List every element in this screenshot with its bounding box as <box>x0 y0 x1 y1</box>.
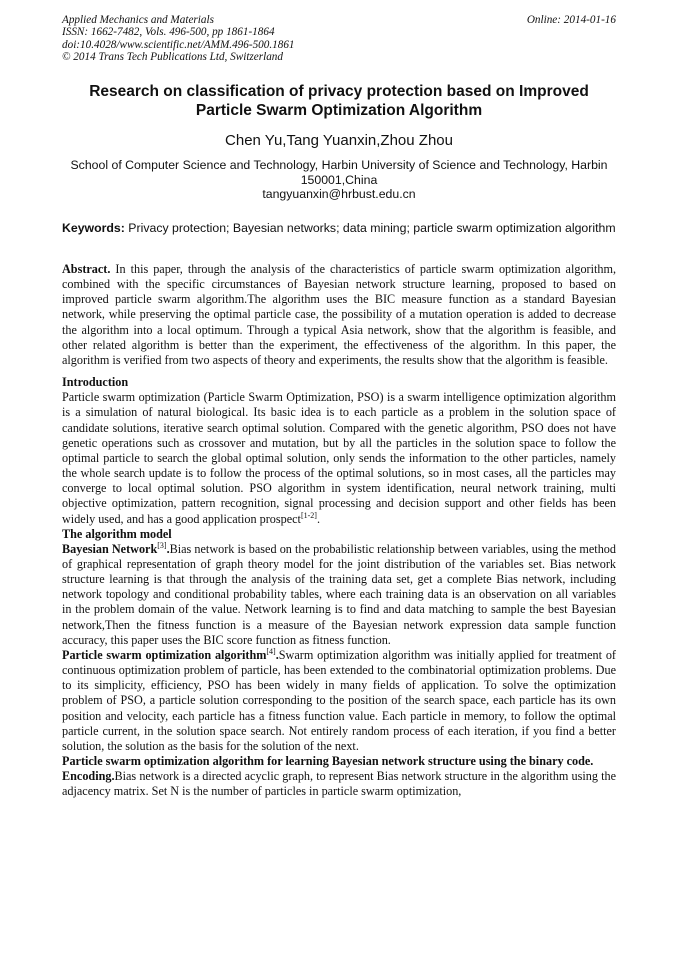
encoding-text: Bias network is a directed acyclic graph, to represent Bias network structure in the algorithm using the adjacency matrix. Set N is the number of particles in particle swarm optimization, <box>62 769 616 799</box>
pso-text: Swarm optimization algorithm was initially applied for treatment of continuous optimization problem of particle, has been extended to the combinatorial optimization problems. Due to its simplicity, efficiency, PSO has been widely in many fields of application. To solve the optimization problem of PSO, a particle solution corresponding to the position of the search space, each particle has its own position and velocity, each particle has a fitness function value. Each particle in memory, to follow the optimal particle current, in the solution space search. Not entirely random process of each iteration, if you find a better solution, the solution as the basis for the solution of the next. <box>62 647 616 753</box>
journal-header <box>62 14 295 63</box>
introduction-text: Particle swarm optimization (Particle Swarm Optimization, PSO) is a swarm intelligence optimization algorithm is a simulation of natural biological. Its basic idea is to each particle as a problem in the solution space of candidate solutions, iterative search optimal solution. Compared with the genetic algorithm, PSO does not have genetic operations such as crossover and mutation, but by all the particles in the solution space to follow the optimal particle to search the global optimal solution, only sends the information to the other particles, namely the whole search update is to follow the process of the optimal solutions, so in most cases, all the particles may converge to local optimal solution. PSO algorithm in system identification, neural network training, multi objective optimization, pattern recognition, signal processing and decision support and other fields has been widely used, and has a good application prospect <box>62 390 616 526</box>
pso-paragraph: Particle swarm optimization algorithm[4].Swarm optimization algorithm was initially applied for treatment of continuous optimization problem of particle, has been extended to the combinatorial optimization problems. Due to its simplicity, efficiency, PSO has been widely in many fields of application. To solve the optimization problem of PSO, a particle solution corresponding to the position of the search space, each particle has its own position and velocity, each particle has a fitness function value. Each particle in memory, to follow the optimal particle current, in the solution space search. Not entirely random process of each iteration, if you find a better solution, the solution as the basis for the solution of the next. <box>62 646 616 753</box>
affiliation-line-1: School of Computer Science and Technology, Harbin University of Science and Technology, Harbin <box>70 158 608 172</box>
introduction-heading: Introduction <box>62 375 129 390</box>
paper-body <box>62 262 616 799</box>
abstract <box>62 262 616 368</box>
affiliation-line-2: 150001,China <box>300 172 378 187</box>
pso-label: Particle swarm optimization algorithm <box>62 647 267 662</box>
online-date: Online: 2014-01-16 <box>526 14 616 26</box>
keywords-label: Keywords: <box>62 221 125 235</box>
journal-name: Applied Mechanics and Materials <box>62 14 214 26</box>
abstract-text: In this paper, through the analysis of the characteristics of particle swarm optimization algorithm, combined with the specific circumstances of Bayesian network structure learning, proposed to based on improved particle swarm algorithm.The algorithm uses the BIC measure function as a standard Bayesian network, while preserving the optimal particle case, the possibility of a mutation operation is added to decrease the algorithm into a local optimum. Through a typical Asia network, show that the algorithm is feasible, and other related algorithm is better than the experiment, the effectiveness of the algorithm. In this paper, the algorithm is verified from two aspects of theory and experiments, the results show that the algorithm is feasible. <box>62 262 616 367</box>
issn-line: ISSN: 1662-7482, Vols. 496-500, pp 1861-1864 <box>62 26 275 39</box>
citation-ref: [3] <box>157 540 167 550</box>
bayesian-network-label: Bayesian Network <box>62 541 158 556</box>
abstract-label: Abstract. <box>62 262 111 276</box>
bayesian-network-text: Bias network is based on the probabilistic relationship between variables, using the method of graphical representation of graph theory model for the joint distribution of the variables set. Bias network structure learning is that through the analysis of the training data set, get a complete Bias network, including network topology and conditional probability tables, where each training data is an observation on all variables in the problem domain of the value. Network learning is to find and data matching to sample the best Bayesian network,Then the fitness function is a measure of the Bayesian network expression data sample function accuracy, this paper uses the BIC score function as fitness function. <box>62 541 616 647</box>
pso-bayesian-heading: Particle swarm optimization algorithm for learning Bayesian network structure using the binary code. <box>62 754 594 768</box>
bayesian-network-paragraph: Bayesian Network[3].Bias network is based on the probabilistic relationship between variables, using the method of graphical representation of graph theory model for the joint distribution of the variables set. Bias network structure learning is that through the analysis of the training data set, get a complete Bias network, including network topology and conditional probability tables, where each training data is an observation on all variables in the problem domain of the value. Network learning is to find and data matching to sample the best Bayesian network,Then the fitness function is a measure of the Bayesian network expression data sample function accuracy, this paper uses the BIC score function as fitness function. <box>62 540 616 647</box>
citation-ref: [1-2] <box>300 510 317 520</box>
author-email: tangyuanxin@hrbust.edu.cn <box>262 187 416 201</box>
encoding-paragraph <box>62 769 616 799</box>
keywords <box>62 221 616 235</box>
paper-title <box>62 82 616 120</box>
encoding-label: Encoding. <box>62 769 115 784</box>
title-line-2: Particle Swarm Optimization Algorithm <box>195 102 483 119</box>
title-line-1: Research on classification of privacy protection based on Improved <box>89 83 589 100</box>
affiliation <box>62 158 616 202</box>
algorithm-model-heading: The algorithm model <box>62 526 172 541</box>
authors: Chen Yu,Tang Yuanxin,Zhou Zhou <box>225 132 453 149</box>
citation-ref: [4] <box>266 646 276 656</box>
keywords-text: Privacy protection; Bayesian networks; data mining; particle swarm optimization algorithm <box>128 221 616 235</box>
copyright-line: © 2014 Trans Tech Publications Ltd, Switzerland <box>62 50 283 63</box>
introduction-paragraph: Particle swarm optimization (Particle Swarm Optimization, PSO) is a swarm intelligence optimization algorithm is a simulation of natural biological. Its basic idea is to each particle as a problem in the solution space of candidate solutions, iterative search optimal solution. Compared with the genetic algorithm, PSO does not have genetic operations such as crossover and mutation, but by all the particles in the solution space to follow the optimal particle to search the global optimal solution, only sends the information to the other particles, namely the whole search update is to follow the process of the optimal solutions, so in most cases, all the particles may converge to local optimal solution. PSO algorithm in system identification, neural network training, multi objective optimization, pattern recognition, signal processing and decision support and other fields has been widely used, and has a good application prospect[1-2]. <box>62 390 616 526</box>
doi-line: doi:10.4028/www.scientific.net/AMM.496-500.1861 <box>62 38 295 51</box>
